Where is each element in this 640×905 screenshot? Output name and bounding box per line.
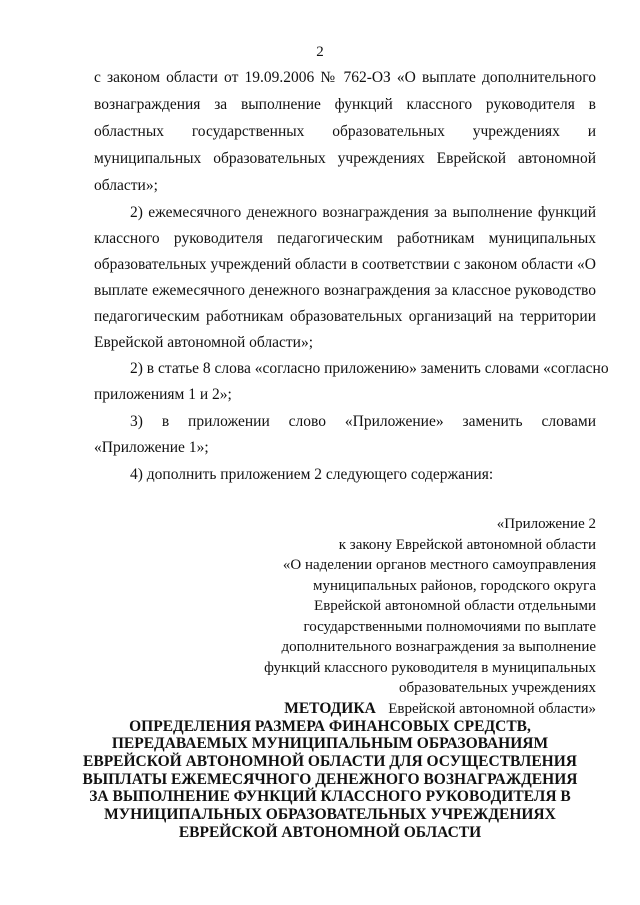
appendix-header-line: к закону Еврейской автономной области	[338, 536, 596, 553]
appendix-header	[216, 514, 596, 719]
paragraph-line: Еврейской автономной области»;	[94, 334, 314, 351]
appendix-header-line: Еврейской автономной области отдельными	[314, 598, 596, 614]
paragraph-line: классного руководителя педагогическим работникам муниципальных	[94, 230, 596, 247]
appendix-header-line: Еврейской автономной области»	[388, 700, 596, 717]
paragraph-line: «Приложение 1»;	[94, 439, 209, 456]
methodology-title-line: ЗА ВЫПОЛНЕНИЕ ФУНКЦИЙ КЛАССНОГО РУКОВОДИТЕЛЯ В	[89, 788, 571, 806]
methodology-title-line: МЕТОДИКА	[284, 700, 376, 717]
paragraph-line: выплате ежемесячного денежного вознаграждения за классное руководство	[94, 282, 596, 299]
paragraph-line: области»;	[94, 177, 158, 194]
paragraph-line: муниципальных образовательных учреждениях Еврейской автономной	[94, 150, 596, 167]
appendix-header-line: государственными полномочиями по выплате	[303, 618, 596, 635]
paragraph-line: 4) дополнить приложением 2 следующего содержания:	[130, 466, 494, 483]
appendix-header-line: «О наделении органов местного самоуправления	[282, 557, 596, 573]
appendix-header-line: «Приложение 2	[496, 516, 596, 532]
paragraph-line: 3) в приложении слово «Приложение» заменить словами	[130, 413, 596, 430]
page-number: 2	[316, 44, 324, 60]
methodology-title-line: ОПРЕДЕЛЕНИЯ РАЗМЕРА ФИНАНСОВЫХ СРЕДСТВ,	[129, 717, 531, 735]
paragraph-line: образовательных учреждений области в соответствии с законом области «О	[94, 256, 596, 273]
paragraph-line: приложениям 1 и 2»;	[94, 386, 232, 403]
methodology-title-line: ВЫПЛАТЫ ЕЖЕМЕСЯЧНОГО ДЕНЕЖНОГО ВОЗНАГРАЖДЕНИЯ	[82, 770, 578, 788]
paragraph-line: с законом области от 19.09.2006 № 762-ОЗ «О выплате дополнительного	[94, 69, 596, 86]
methodology-title-line: МУНИЦИПАЛЬНЫХ ОБРАЗОВАТЕЛЬНЫХ УЧРЕЖДЕНИЯХ	[104, 806, 556, 824]
appendix-header-line: муниципальных районов, городского округа	[313, 577, 596, 594]
appendix-header-line: образовательных учреждениях	[399, 680, 596, 696]
paragraph-line: педагогическим работникам образовательных организаций на территории	[94, 308, 596, 325]
paragraph-line: 2) в статье 8 слова «согласно приложению» заменить словами «согласно	[130, 360, 609, 377]
methodology-title-line: ПЕРЕДАВАЕМЫХ МУНИЦИПАЛЬНЫМ ОБРАЗОВАНИЯМ	[111, 735, 549, 753]
methodology-title-line: ЕВРЕЙСКОЙ АВТОНОМНОЙ ОБЛАСТИ ДЛЯ ОСУЩЕСТВЛЕНИЯ	[83, 753, 577, 771]
paragraph-line: областных государственных образовательных учреждениях и	[94, 123, 596, 140]
methodology-title	[60, 700, 600, 842]
paragraph-line: 2) ежемесячного денежного вознаграждения за выполнение функций	[130, 204, 596, 221]
appendix-header-line: функций классного руководителя в муниципальных	[264, 659, 596, 676]
appendix-header-line: дополнительного вознаграждения за выполнение	[281, 639, 596, 655]
methodology-title-line: ЕВРЕЙСКОЙ АВТОНОМНОЙ ОБЛАСТИ	[178, 823, 482, 841]
paragraph-line: вознаграждения за выполнение функций классного руководителя в	[94, 96, 596, 113]
